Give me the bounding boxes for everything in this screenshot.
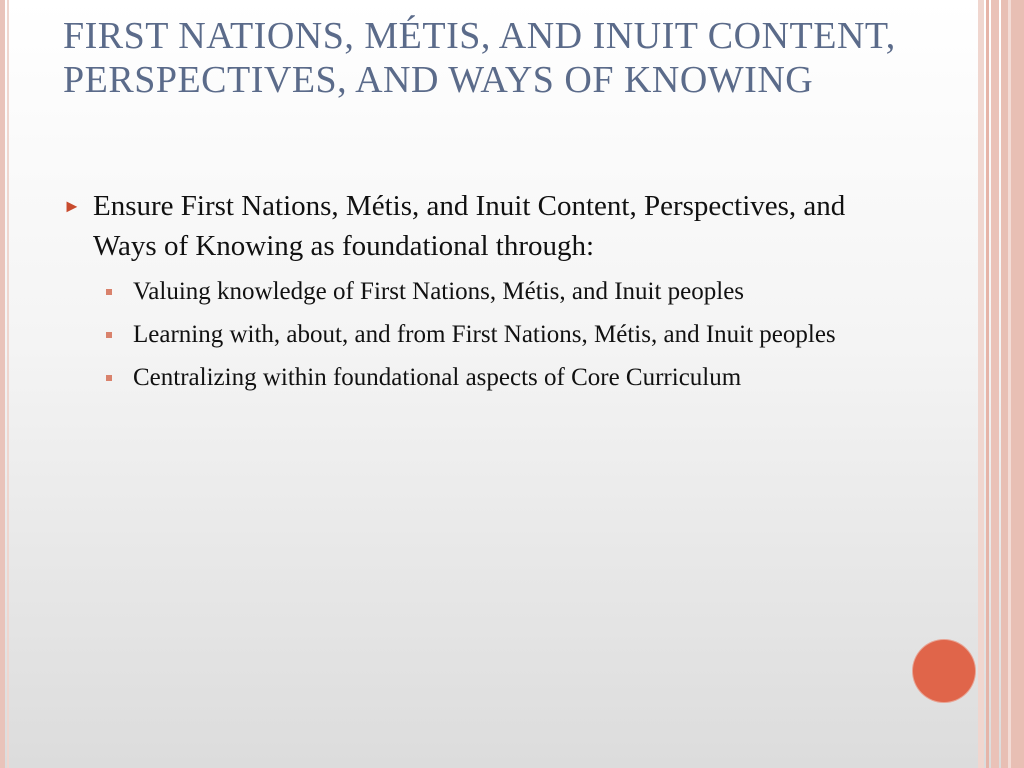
right-decorative-stripe-3 bbox=[991, 0, 999, 768]
sub-bullet-text: Centralizing within foundational aspects of Core Curriculum bbox=[133, 364, 742, 391]
decorative-circle bbox=[913, 640, 975, 702]
sub-bullet-text: Valuing knowledge of First Nations, Métis, and Inuit peoples bbox=[133, 278, 745, 305]
right-decorative-stripe-4 bbox=[1001, 0, 1024, 768]
sub-bullet-text: Learning with, about, and from First Nations, Métis, and Inuit peoples bbox=[133, 321, 836, 348]
arrow-bullet-icon: ► bbox=[63, 196, 81, 216]
sub-bullet-item bbox=[63, 274, 903, 310]
main-bullet-text: Ensure First Nations, Métis, and Inuit Content, Perspectives, and Ways of Knowing as foundational through: bbox=[93, 190, 846, 262]
right-decorative-stripe-5 bbox=[1008, 0, 1011, 768]
square-bullet-icon bbox=[106, 289, 112, 295]
right-decorative-stripe-1 bbox=[978, 0, 984, 768]
slide-body bbox=[63, 186, 903, 403]
right-decorative-stripe-2 bbox=[986, 0, 989, 768]
sub-bullet-item bbox=[63, 360, 903, 396]
square-bullet-icon bbox=[106, 332, 112, 338]
sub-bullet-item bbox=[63, 317, 903, 353]
main-bullet-point bbox=[63, 186, 903, 266]
left-decorative-stripe-thin bbox=[7, 0, 9, 768]
sub-bullet-list bbox=[63, 274, 903, 396]
slide-title: FIRST NATIONS, MÉTIS, AND INUIT CONTENT, PERSPECTIVES, AND WAYS OF KNOWING bbox=[63, 15, 896, 101]
left-decorative-stripe bbox=[0, 0, 5, 768]
square-bullet-icon bbox=[106, 375, 112, 381]
